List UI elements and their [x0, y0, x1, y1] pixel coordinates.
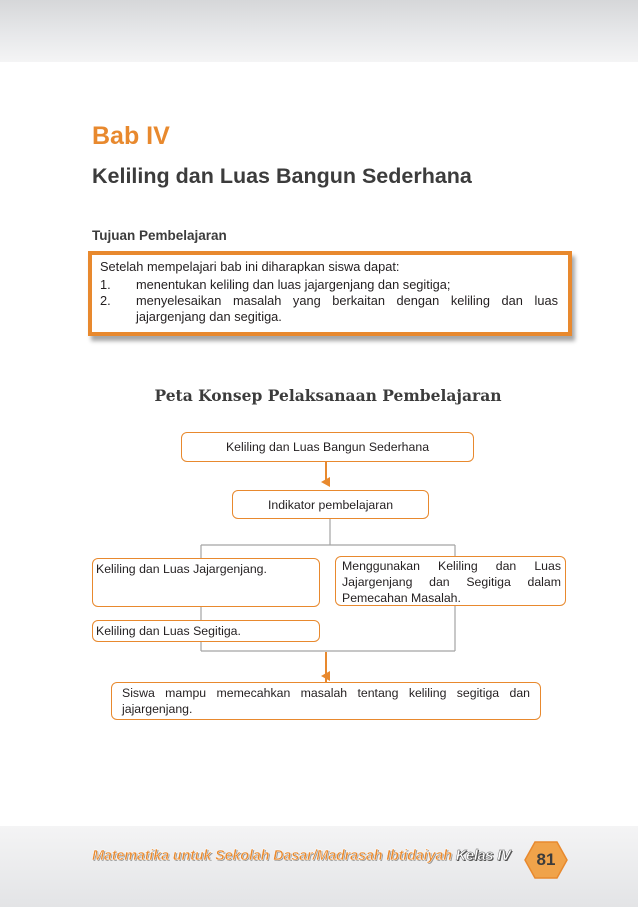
right-node-problem-solving: [335, 556, 566, 606]
outcome-node: [111, 682, 541, 720]
footer-book-title-text: Matematika untuk Sekolah Dasar/Madrasah Ibtidaiyah: [92, 848, 452, 864]
left-node-triangle: [92, 620, 320, 642]
outcome-text: Siswa mampu memecahkan masalah tentang keliling segitiga dan jajargenjang.: [122, 686, 530, 716]
page-number: 81: [536, 850, 556, 869]
objective-text: menentukan keliling dan luas jajargenjang dan segitiga;: [136, 277, 451, 292]
concept-root-text: Keliling dan Luas Bangun Sederhana: [225, 440, 430, 454]
objective-number: 1.: [100, 277, 111, 292]
chapter-label: Bab IV: [92, 122, 170, 150]
chapter-title: Keliling dan Luas Bangun Sederhana: [92, 164, 472, 188]
concept-map-title: Peta Konsep Pelaksanaan Pembelajaran: [154, 386, 502, 405]
left-node-parallelogram: [92, 558, 320, 607]
objectives-heading: Tujuan Pembelajaran: [92, 228, 227, 243]
left-node-triangle-text: Keliling dan Luas Segitiga.: [96, 624, 241, 638]
left-node-parallelogram-text: Keliling dan Luas Jajargenjang.: [96, 562, 267, 576]
objectives-intro: Setelah mempelajari bab ini diharapkan siswa dapat:: [100, 259, 400, 274]
right-node-problem-solving-text: Menggunakan Keliling dan Luas Jajargenjang dan Segitiga dalam Pemecahan Masalah.: [342, 559, 561, 605]
concept-root-node: [181, 432, 474, 462]
objective-text: menyelesaikan masalah yang berkaitan dengan keliling dan luas jajargenjang dan segitiga.: [136, 293, 558, 324]
footer-book-title: [92, 848, 511, 864]
footer-class-label: Kelas IV: [455, 848, 511, 864]
indicator-node: [232, 490, 429, 519]
indicator-text: Indikator pembelajaran: [267, 497, 394, 512]
objective-number: 2.: [100, 293, 111, 308]
